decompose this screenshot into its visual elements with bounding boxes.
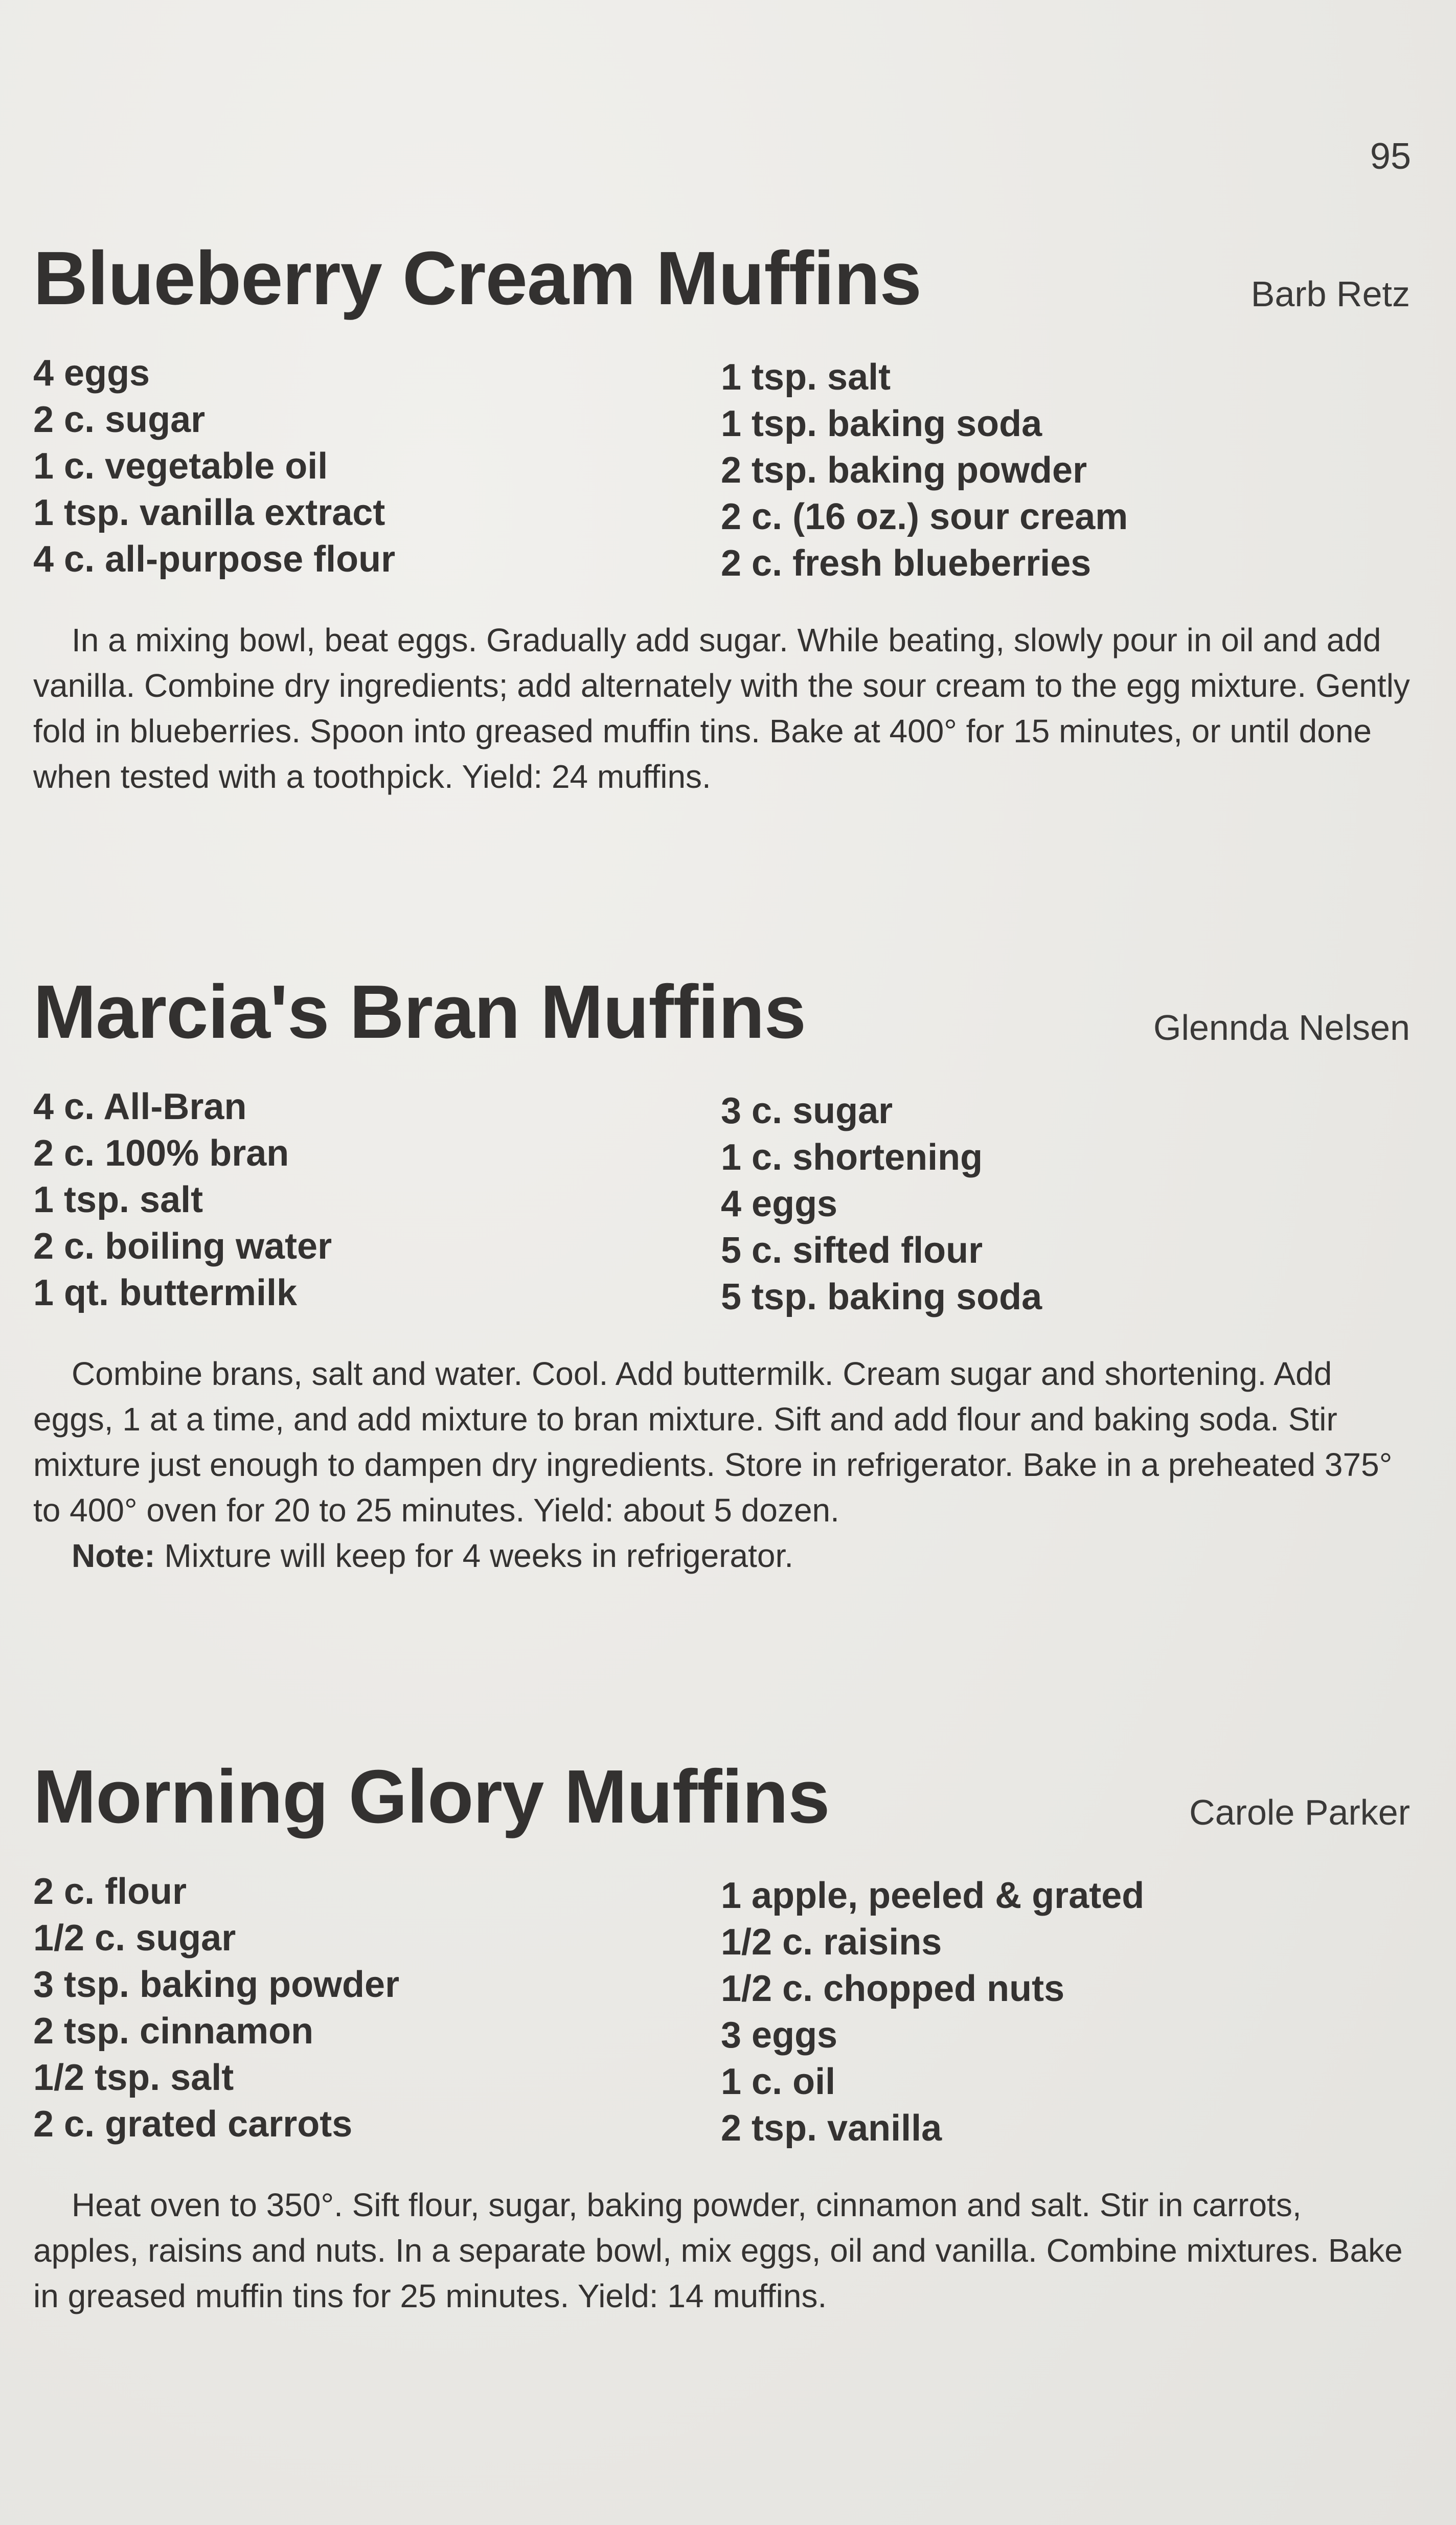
ingredient-item: 1 c. oil xyxy=(721,2061,836,2102)
note-label: Note: xyxy=(72,1537,155,1574)
recipe-note xyxy=(33,1533,1410,1579)
ingredient-item: 4 c. All-Bran xyxy=(33,1086,247,1127)
recipe-morning-glory-muffins xyxy=(33,1751,1410,2319)
ingredient-item: 2 c. flour xyxy=(33,1871,187,1912)
ingredient-item: 1 tsp. baking soda xyxy=(721,403,1042,444)
ingredients-right-column xyxy=(721,1869,1144,2152)
note-text: Mixture will keep for 4 weeks in refrigerator. xyxy=(155,1537,793,1574)
ingredient-item: 1 tsp. salt xyxy=(33,1179,203,1220)
ingredient-item: 2 c. boiling water xyxy=(33,1226,332,1267)
ingredient-item: 4 eggs xyxy=(721,1184,838,1224)
ingredient-item: 2 c. sugar xyxy=(33,399,206,440)
recipe-directions: In a mixing bowl, beat eggs. Gradually add sugar. While beating, slowly pour in oil and add vanilla. Combine dry ingredients; add alternately with the sour cream to the egg mixture. Gently fold in blueberries. Spoon into greased muffin tins. Bake at 400° for 15 minutes, or until done when tested with a toothpick. Yield: 24 muffins. xyxy=(33,622,1410,795)
ingredient-item: 3 tsp. baking powder xyxy=(33,1964,400,2005)
ingredient-item: 2 tsp. vanilla xyxy=(721,2108,942,2149)
recipe-header xyxy=(33,233,1410,325)
recipe-directions: Combine brans, salt and water. Cool. Add buttermilk. Cream sugar and shortening. Add eggs, 1 at a time, and add mixture to bran mixture. Sift and add flour and baking soda. Stir mixture just enough to dampen dry ingredients. Store in refrigerator. Bake in a preheated 375° to 400° oven for 20 to 25 minutes. Yield: about 5 dozen. xyxy=(33,1355,1393,1529)
ingredients-list xyxy=(33,1084,1410,1321)
ingredient-item: 1/2 c. sugar xyxy=(33,1918,236,1959)
recipe-header xyxy=(33,1751,1410,1843)
ingredient-item: 1/2 c. chopped nuts xyxy=(721,1968,1065,2009)
recipe-header xyxy=(33,966,1410,1058)
recipe-marcias-bran-muffins xyxy=(33,966,1410,1579)
recipe-directions: Heat oven to 350°. Sift flour, sugar, baking powder, cinnamon and salt. Stir in carrots, apples, raisins and nuts. In a separate bowl, mix eggs, oil and vanilla. Combine mixtures. Bake in greased muffin tins for 25 minutes. Yield: 14 muffins. xyxy=(33,2187,1403,2314)
ingredient-item: 1 c. vegetable oil xyxy=(33,446,328,487)
ingredient-item: 4 c. all-purpose flour xyxy=(33,539,396,580)
ingredient-item: 3 c. sugar xyxy=(721,1090,893,1131)
ingredients-list xyxy=(33,1869,1410,2152)
ingredient-item: 1 apple, peeled & grated xyxy=(721,1875,1145,1916)
ingredients-left-column xyxy=(33,1869,721,2152)
ingredient-item: 4 eggs xyxy=(33,353,150,394)
ingredient-item: 3 eggs xyxy=(721,2015,838,2056)
recipe-author: Glennda Nelsen xyxy=(1153,1008,1410,1048)
page-number: 95 xyxy=(1370,136,1411,177)
recipe-author: Barb Retz xyxy=(1250,274,1410,314)
recipe-blueberry-cream-muffins xyxy=(33,233,1410,800)
ingredients-left-column xyxy=(33,1084,721,1321)
ingredient-item: 1 tsp. salt xyxy=(721,357,891,398)
ingredient-item: 1 c. shortening xyxy=(721,1137,983,1178)
ingredient-item: 1 qt. buttermilk xyxy=(33,1272,298,1313)
ingredients-list xyxy=(33,350,1410,587)
ingredient-item: 5 tsp. baking soda xyxy=(721,1277,1042,1317)
recipe-author: Carole Parker xyxy=(1189,1792,1410,1832)
ingredients-left-column xyxy=(33,350,721,587)
ingredient-item: 2 c. 100% bran xyxy=(33,1133,289,1174)
ingredient-item: 1/2 c. raisins xyxy=(721,1922,942,1963)
ingredients-right-column xyxy=(721,1084,1042,1321)
ingredient-item: 2 tsp. baking powder xyxy=(721,450,1087,491)
ingredient-item: 1/2 tsp. salt xyxy=(33,2057,234,2098)
recipe-title: Morning Glory Muffins xyxy=(33,1755,830,1839)
recipe-title: Blueberry Cream Muffins xyxy=(33,236,921,321)
ingredient-item: 5 c. sifted flour xyxy=(721,1230,983,1271)
ingredient-item: 2 c. (16 oz.) sour cream xyxy=(721,496,1128,537)
recipe-title: Marcia's Bran Muffins xyxy=(33,970,806,1054)
ingredient-item: 2 c. grated carrots xyxy=(33,2104,353,2145)
ingredient-item: 2 tsp. cinnamon xyxy=(33,2011,314,2052)
ingredient-item: 1 tsp. vanilla extract xyxy=(33,492,385,533)
ingredients-right-column xyxy=(721,350,1128,587)
ingredient-item: 2 c. fresh blueberries xyxy=(721,543,1091,584)
